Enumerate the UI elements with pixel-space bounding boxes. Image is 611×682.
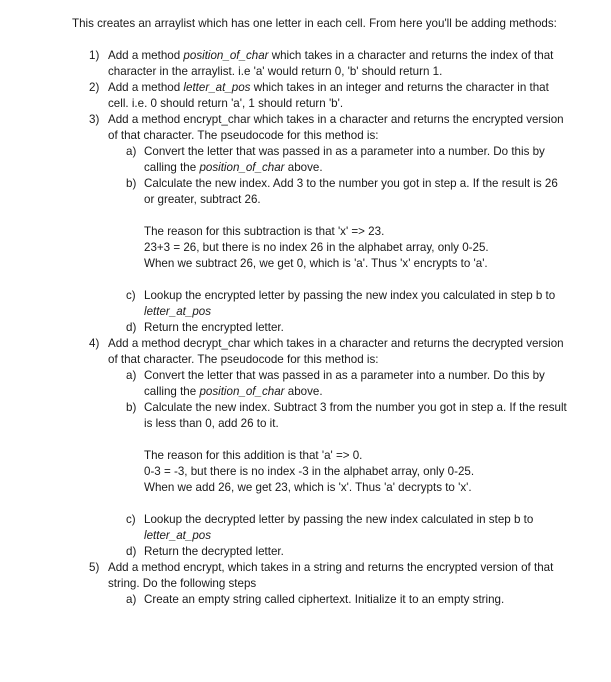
method-name: position_of_char: [183, 49, 269, 62]
sub-step-text: Lookup the encrypted letter by passing the new index you calculated in step b to letter_at_pos: [144, 289, 556, 318]
sub-letter: c): [126, 289, 136, 302]
sub-letter: b): [126, 401, 137, 414]
sub-step-a: [108, 368, 571, 400]
list-item-text: Add a method letter_at_pos which takes in an integer and returns the character in that cell. i.e. 0 should return 'a', 1 should return 'b'.: [108, 81, 549, 110]
sub-letter: b): [126, 177, 137, 190]
note-line: When we subtract 26, we get 0, which is 'a'. Thus 'x' encrypts to 'a'.: [144, 257, 488, 270]
list-item-5: [72, 560, 571, 608]
sub-step-text: Convert the letter that was passed in as a parameter into a number. Do this by calling the position_of_char above.: [144, 369, 545, 398]
method-name: position_of_char: [199, 385, 285, 398]
list-item-2: [72, 80, 571, 112]
method-name: letter_at_pos: [144, 305, 212, 318]
sub-step-text: Return the encrypted letter.: [144, 321, 284, 334]
explanation-note: [108, 224, 571, 272]
sub-letter: a): [126, 593, 137, 606]
sub-letter: a): [126, 145, 137, 158]
sub-step-text: Create an empty string called ciphertext. Initialize it to an empty string.: [144, 593, 505, 606]
explanation-note: [108, 448, 571, 496]
list-item-text: Add a method decrypt_char which takes in a character and returns the decrypted version of that character. The pseudocode for this method is:: [108, 337, 564, 366]
sub-letter: a): [126, 369, 137, 382]
list-number: 4): [89, 337, 100, 350]
note-line: The reason for this subtraction is that 'x' => 23.: [144, 225, 385, 238]
sub-step-d: [108, 320, 571, 336]
note-line: The reason for this addition is that 'a' => 0.: [144, 449, 363, 462]
sub-step-d: [108, 544, 571, 560]
note-line: When we add 26, we get 23, which is 'x'. Thus 'a' decrypts to 'x'.: [144, 481, 472, 494]
sub-step-a: [108, 144, 571, 176]
list-item-text: Add a method position_of_char which takes in a character and returns the index of that character in the arraylist. i.e 'a' would return 0, 'b' should return 1.: [108, 49, 554, 78]
sub-step-text: Convert the letter that was passed in as a parameter into a number. Do this by calling the position_of_char above.: [144, 145, 545, 174]
sub-letter: d): [126, 545, 137, 558]
list-number: 2): [89, 81, 100, 94]
sub-step-text: Return the decrypted letter.: [144, 545, 284, 558]
sub-letter: d): [126, 321, 137, 334]
list-number: 1): [89, 49, 100, 62]
sub-step-b: [108, 400, 571, 432]
method-name: letter_at_pos: [144, 529, 212, 542]
intro-paragraph: This creates an arraylist which has one letter in each cell. From here you'll be adding methods:: [72, 17, 557, 30]
sub-step-a: [108, 592, 571, 608]
sub-step-text: Calculate the new index. Subtract 3 from the number you got in step a. If the result is less than 0, add 26 to it.: [144, 401, 567, 430]
sub-letter: c): [126, 513, 136, 526]
list-item-3: [72, 112, 571, 336]
list-item-text: Add a method encrypt, which takes in a string and returns the encrypted version of that string. Do the following steps: [108, 561, 554, 590]
method-name: letter_at_pos: [183, 81, 251, 94]
sub-step-b: [108, 176, 571, 208]
sub-step-c: [108, 288, 571, 320]
sub-step-text: Lookup the decrypted letter by passing the new index calculated in step b to letter_at_pos: [144, 513, 534, 542]
method-name: position_of_char: [199, 161, 285, 174]
list-item-1: [72, 48, 571, 80]
note-line: 0-3 = -3, but there is no index -3 in the alphabet array, only 0-25.: [144, 465, 475, 478]
sub-step-text: Calculate the new index. Add 3 to the number you got in step a. If the result is 26 or greater, subtract 26.: [144, 177, 558, 206]
list-number: 3): [89, 113, 100, 126]
note-line: 23+3 = 26, but there is no index 26 in the alphabet array, only 0-25.: [144, 241, 489, 254]
list-item-4: [72, 336, 571, 560]
list-number: 5): [89, 561, 100, 574]
sub-step-c: [108, 512, 571, 544]
list-item-text: Add a method encrypt_char which takes in a character and returns the encrypted version of that character. The pseudocode for this method is:: [108, 113, 564, 142]
